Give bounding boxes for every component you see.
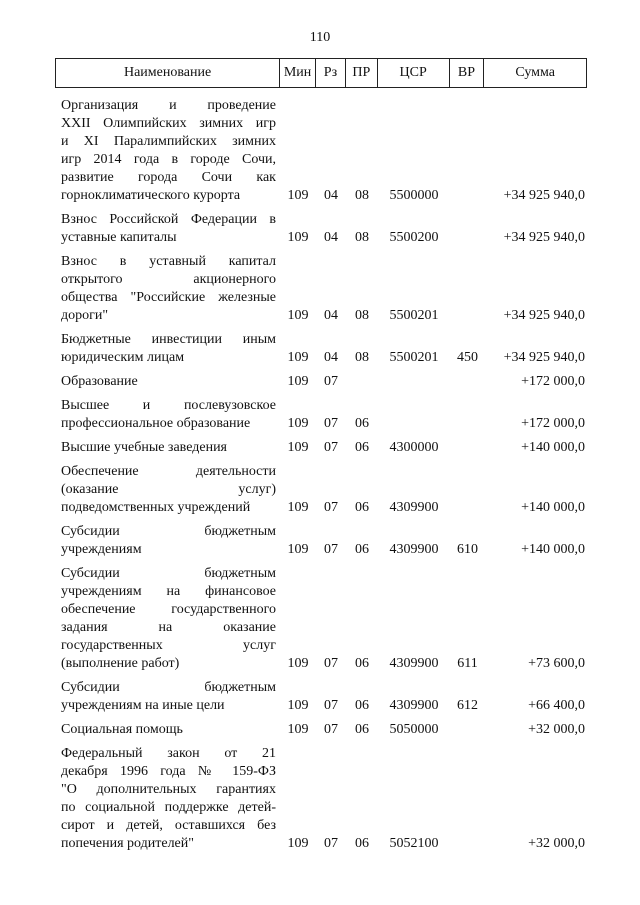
row-rz: 07 [324,722,338,737]
row-sum: +140 000,0 [521,440,585,455]
row-name-line: Организация и проведение [61,98,276,113]
row-name-line: юридическим лицам [61,350,185,365]
row-pr: 06 [355,416,369,431]
row-rz: 04 [324,188,338,203]
row-sum: +172 000,0 [521,416,585,431]
row-name-line: попечения родителей" [61,836,194,851]
row-pr: 06 [355,542,369,557]
row-csr: 5500201 [389,308,439,323]
page-number: 110 [309,30,331,45]
row-sum: +34 925 940,0 [503,308,585,323]
row-csr: 4300000 [389,440,439,455]
row-name-line: по социальной поддержке детей- [61,800,276,815]
row-csr: 5052100 [389,836,439,851]
row-name-line: XXII Олимпийских зимних игр [61,116,276,131]
row-min: 109 [287,440,309,455]
table-row [55,211,587,247]
row-min: 109 [287,656,309,671]
row-name-line: профессиональное образование [61,416,251,431]
header-pr: ПР [346,59,378,87]
row-rz: 04 [324,350,338,365]
row-min: 109 [287,836,309,851]
row-pr: 08 [355,188,369,203]
row-name-line: открытого акционерного [61,272,276,287]
row-name-line: общества "Российские железные [61,290,276,305]
row-rz: 07 [324,500,338,515]
row-name [55,331,280,367]
row-name [55,397,280,433]
table-row [55,331,587,367]
row-name-line: Субсидии бюджетным [61,680,276,695]
row-name-line: Взнос в уставный капитал [61,254,276,269]
row-sum: +172 000,0 [521,374,585,389]
row-name-line: Субсидии бюджетным [61,566,276,581]
table-row [55,373,587,391]
row-name [55,565,280,673]
row-min: 109 [287,722,309,737]
row-name [55,523,280,559]
row-name [55,439,280,457]
row-sum: +73 600,0 [528,656,585,671]
row-name [55,97,280,205]
row-name-line: подведомственных учреждений [61,500,251,515]
row-name [55,211,280,247]
row-rz: 07 [324,836,338,851]
row-rz: 07 [324,656,338,671]
row-name-line: и XI Паралимпийских зимних [61,134,276,149]
row-name-line: Федеральный закон от 21 [61,746,276,761]
row-name-line: Бюджетные инвестиции иным [61,332,276,347]
header-name: Наименование [56,59,280,87]
row-csr: 5500000 [389,188,439,203]
row-name-line: Социальная помощь [61,722,183,737]
row-sum: +34 925 940,0 [503,188,585,203]
row-rz: 04 [324,230,338,245]
row-rz: 07 [324,542,338,557]
table-row [55,565,587,673]
row-sum: +34 925 940,0 [503,230,585,245]
row-rz: 07 [324,440,338,455]
row-name-line: развитие города Сочи как [61,170,276,185]
row-name-line: горноклиматического курорта [61,188,241,203]
row-vr: 450 [457,350,478,365]
row-min: 109 [287,188,309,203]
row-rz: 04 [324,308,338,323]
row-pr: 06 [355,440,369,455]
row-name-line: учреждениям [61,542,142,557]
row-csr: 5500201 [389,350,439,365]
row-name-line: Образование [61,374,138,389]
table-body [55,97,587,859]
table-row [55,397,587,433]
row-name-line: декабря 1996 года № 159-ФЗ [61,764,276,779]
row-pr: 06 [355,836,369,851]
table-row [55,253,587,325]
table-header [55,58,587,88]
row-vr: 612 [457,698,478,713]
header-csr: ЦСР [378,59,450,87]
row-name-line: сирот и детей, оставшихся без [61,818,276,833]
row-csr: 4309900 [389,656,439,671]
row-name-line: Высшие учебные заведения [61,440,227,455]
row-name-line: учреждениям на финансовое [61,584,276,599]
header-sum: Сумма [515,65,555,80]
table-row [55,439,587,457]
table-row [55,745,587,853]
row-name-line: государственных услуг [61,638,276,653]
row-rz: 07 [324,374,338,389]
header-rz: Рз [316,59,346,87]
row-sum: +32 000,0 [528,722,585,737]
row-name-line: задания на оказание [61,620,276,635]
header-vr: ВР [450,59,485,87]
row-name [55,463,280,517]
row-name-line: Взнос Российской Федерации в [61,212,276,227]
row-pr: 06 [355,698,369,713]
table-row [55,679,587,715]
table-row [55,97,587,205]
row-rz: 07 [324,698,338,713]
row-name-line: Субсидии бюджетным [61,524,276,539]
row-min: 109 [287,230,309,245]
row-sum: +32 000,0 [528,836,585,851]
row-min: 109 [287,308,309,323]
row-rz: 07 [324,416,338,431]
row-name-line: учреждениям на иные цели [61,698,225,713]
row-min: 109 [287,374,309,389]
row-sum: +140 000,0 [521,500,585,515]
row-name-line: (оказание услуг) [61,482,276,497]
row-csr: 4309900 [389,698,439,713]
table-row [55,523,587,559]
row-name-line: обеспечение государственного [61,602,276,617]
row-sum: +66 400,0 [528,698,585,713]
row-pr: 06 [355,656,369,671]
row-name-line: Обеспечение деятельности [61,464,276,479]
row-min: 109 [287,416,309,431]
row-pr: 06 [355,722,369,737]
row-csr: 4309900 [389,542,439,557]
row-vr: 611 [457,656,478,671]
row-name [55,745,280,853]
row-name [55,721,280,739]
row-csr: 4309900 [389,500,439,515]
row-name [55,373,280,391]
header-min: Мин [280,59,316,87]
table-row [55,721,587,739]
row-sum: +34 925 940,0 [503,350,585,365]
row-min: 109 [287,350,309,365]
row-pr: 08 [355,230,369,245]
row-name-line: (выполнение работ) [61,656,180,671]
row-min: 109 [287,698,309,713]
row-vr: 610 [457,542,478,557]
row-name [55,679,280,715]
table-row [55,463,587,517]
row-pr: 08 [355,308,369,323]
row-pr: 08 [355,350,369,365]
row-name-line: дороги" [61,308,109,323]
row-csr: 5500200 [389,230,439,245]
row-min: 109 [287,542,309,557]
row-name-line: игр 2014 года в городе Сочи, [61,152,276,167]
row-min: 109 [287,500,309,515]
row-sum: +140 000,0 [521,542,585,557]
row-name-line: уставные капиталы [61,230,177,245]
row-pr: 06 [355,500,369,515]
row-name-line: "О дополнительных гарантиях [61,782,276,797]
row-name [55,253,280,325]
row-csr: 5050000 [389,722,439,737]
row-name-line: Высшее и послевузовское [61,398,276,413]
